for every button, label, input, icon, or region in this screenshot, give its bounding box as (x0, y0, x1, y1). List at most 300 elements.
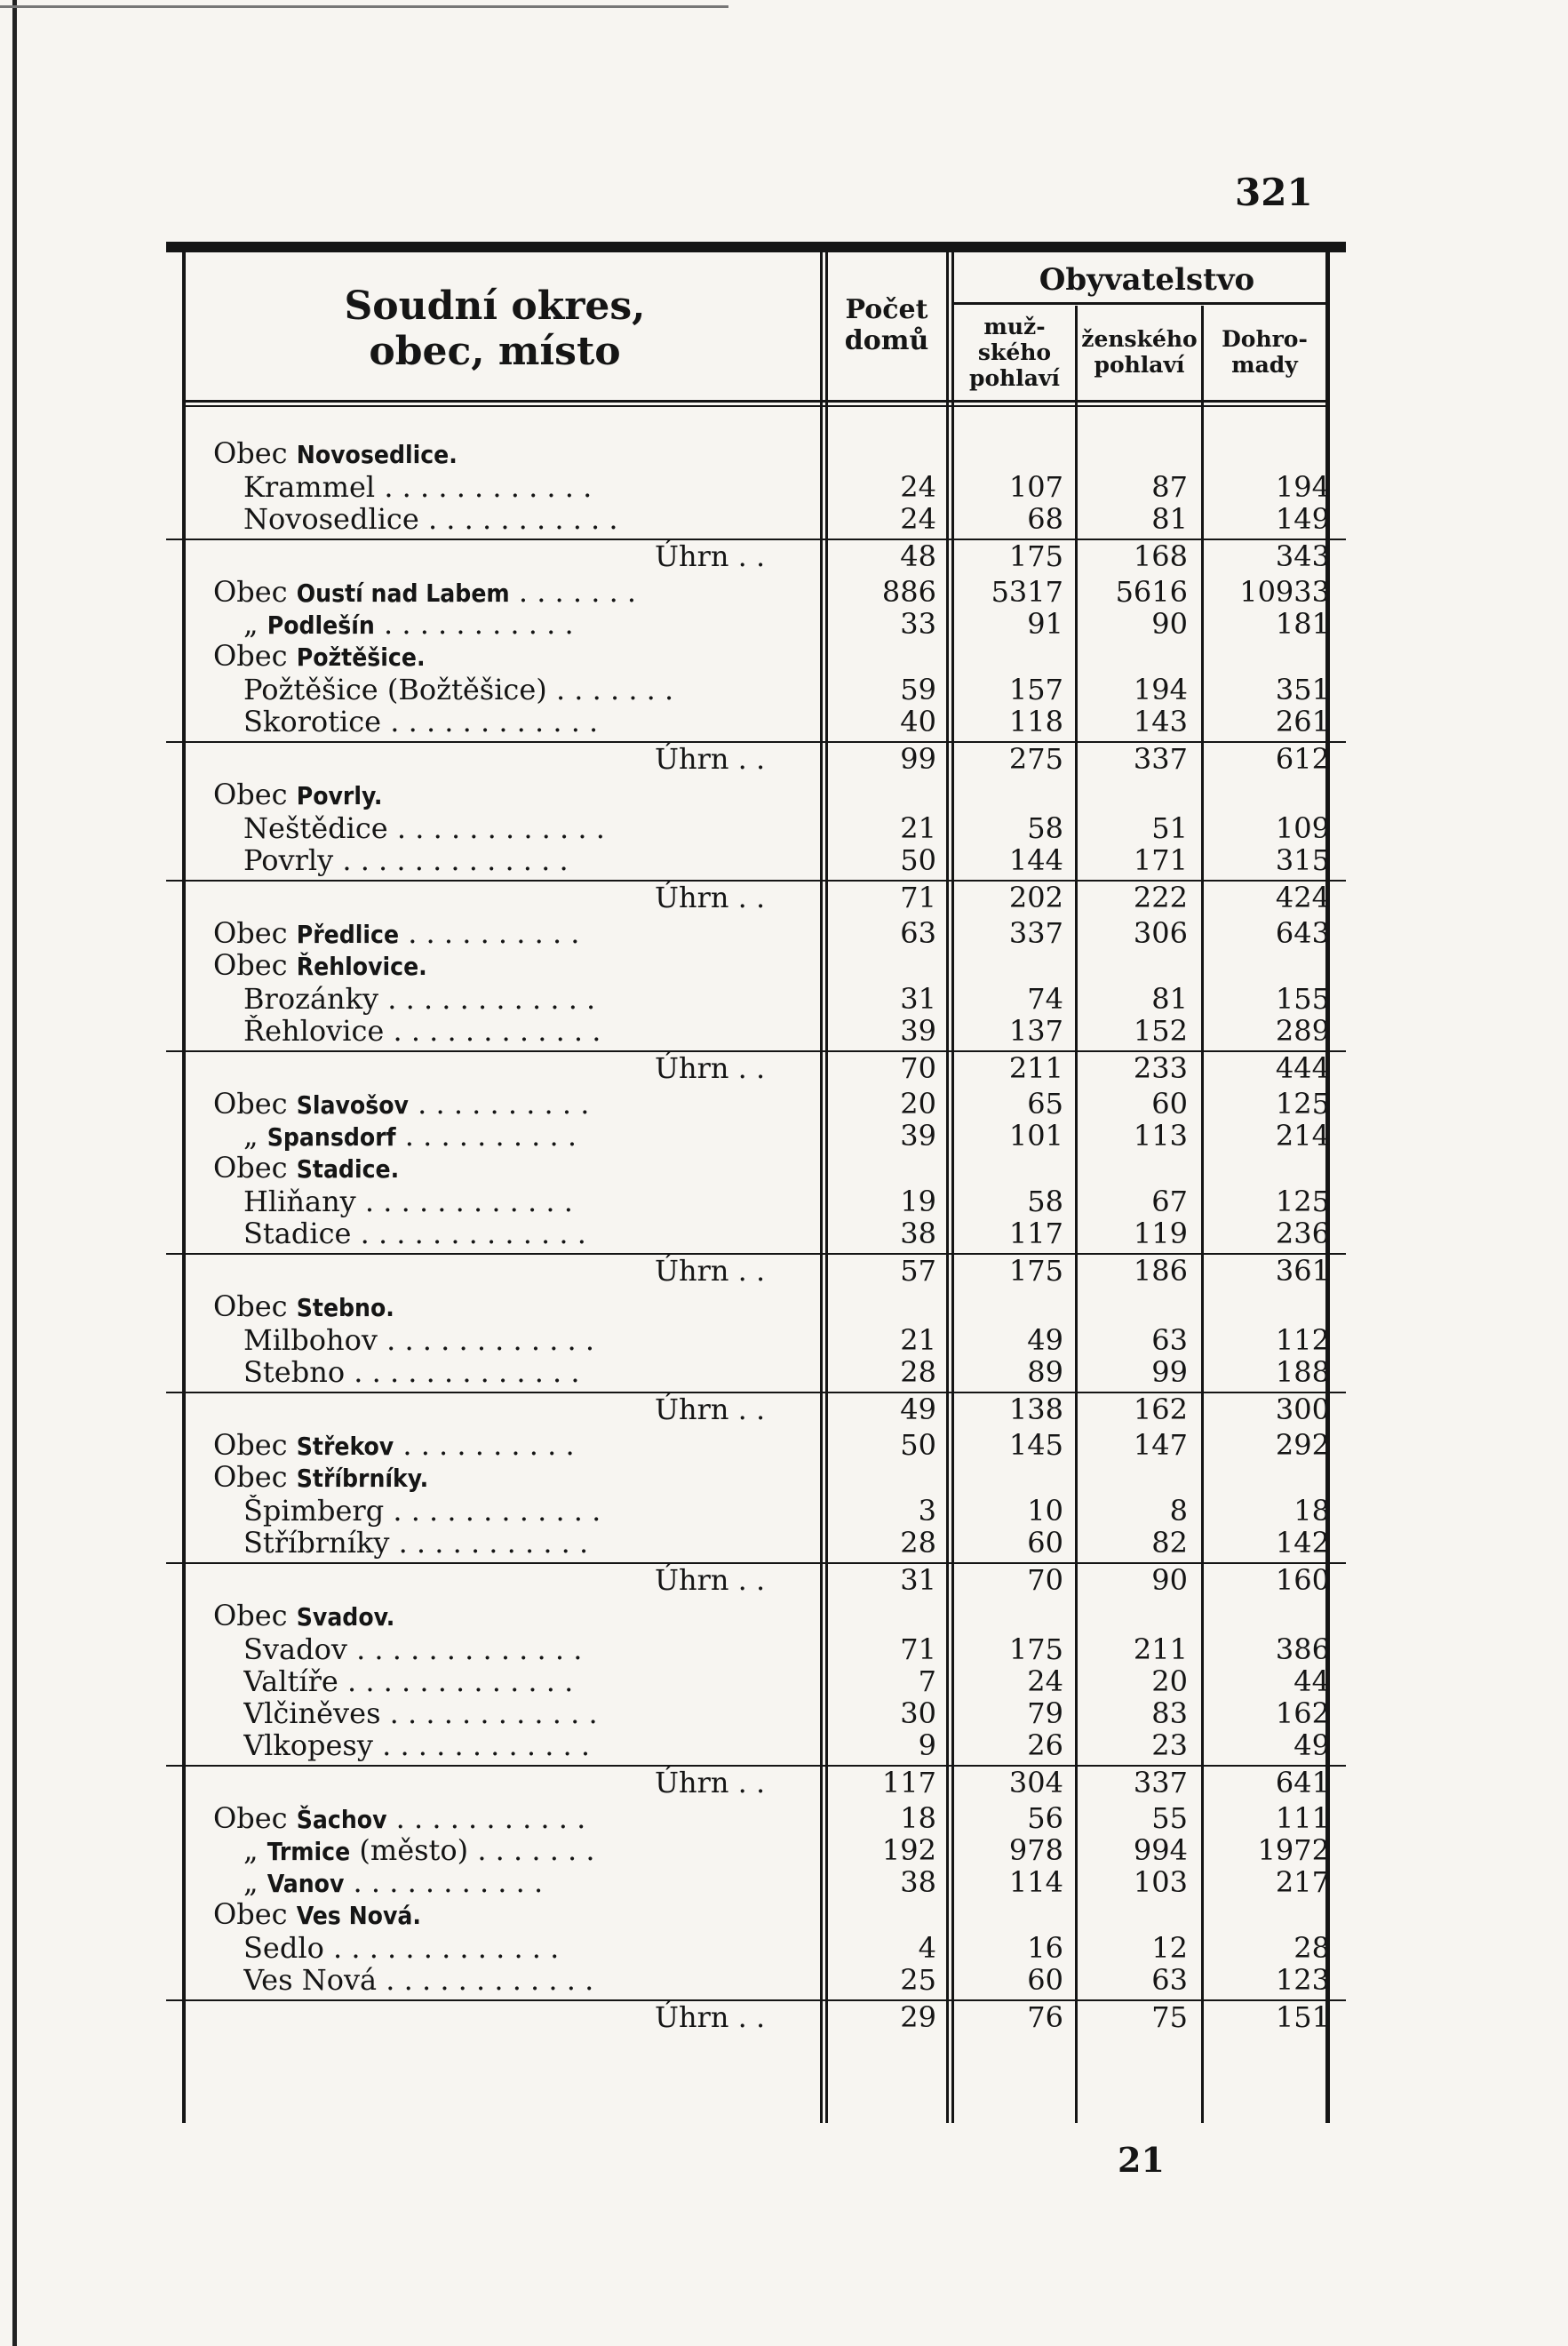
cell-pocet-domu: 33 (900, 607, 936, 641)
cell-pocet-domu: 63 (900, 916, 936, 950)
row-name: Vlčiněves . . . . . . . . . . . . (243, 1697, 598, 1729)
row-suffix: . . . . . . . . . . (394, 1429, 575, 1462)
header-soudni-okres (166, 284, 824, 374)
row-suffix: . . . . . . . (509, 576, 637, 609)
row-label (243, 1834, 856, 1868)
table-row (166, 1802, 1346, 1834)
row-name: Vlkopesy . . . . . . . . . . . . (243, 1729, 591, 1761)
cell-pocet-domu: 59 (900, 673, 936, 706)
cell-zenskeho: 20 (1151, 1664, 1188, 1698)
cell-dohromady: 292 (1275, 1428, 1330, 1462)
row-label (243, 1633, 856, 1665)
cell-dohromady: 1972 (1257, 1833, 1330, 1867)
cell-pocet-domu: 24 (900, 502, 936, 536)
cell-zenskeho: 171 (1133, 843, 1188, 877)
cell-pocet-domu: 49 (900, 1392, 936, 1426)
row-name: Stebno. (296, 1293, 394, 1322)
table-sum-row (166, 1392, 1346, 1425)
row-prefix: „ (243, 1120, 267, 1153)
cell-dohromady: 125 (1275, 1087, 1330, 1121)
table-row (166, 1217, 1346, 1249)
row-label (213, 1802, 826, 1836)
header-bottom-rule-2 (182, 405, 1330, 407)
row-suffix: . . . . . . . . . . . (344, 1866, 544, 1899)
cell-zenskeho: 147 (1133, 1428, 1188, 1462)
cell-pocet-domu: 31 (900, 982, 936, 1016)
cell-zenskeho: 5616 (1115, 575, 1188, 609)
cell-zenskeho: 87 (1151, 470, 1188, 504)
row-label (243, 1120, 856, 1153)
table-sum-row (166, 539, 1346, 572)
cell-zenskeho: 143 (1133, 705, 1188, 738)
cell-muzskeho: 175 (1008, 539, 1063, 573)
table-sum-row (166, 1253, 1346, 1287)
row-label (243, 1217, 856, 1249)
table-row (166, 1152, 1346, 1184)
table-row (166, 1120, 1346, 1152)
cell-dohromady: 18 (1293, 1494, 1330, 1528)
row-label (243, 1495, 856, 1527)
cell-dohromady: 217 (1275, 1865, 1330, 1899)
row-name: Úhrn . . (655, 1052, 766, 1084)
header-m-line1: muž- (983, 314, 1046, 339)
row-label (243, 503, 856, 535)
row-suffix: . . . . . . . . . . . (386, 1802, 586, 1835)
cell-dohromady: 424 (1275, 881, 1330, 914)
table-row (166, 917, 1346, 949)
cell-zenskeho: 186 (1133, 1254, 1188, 1288)
row-name: Špimberg . . . . . . . . . . . . (243, 1495, 601, 1527)
row-label (243, 1729, 856, 1761)
table-row (166, 844, 1346, 876)
cell-dohromady: 49 (1293, 1728, 1330, 1762)
table-row (166, 1290, 1346, 1322)
row-prefix: Obec (213, 917, 297, 950)
row-name: Oustí nad Labem (296, 579, 510, 608)
cell-muzskeho: 70 (1027, 1563, 1063, 1597)
row-prefix: Obec (213, 1429, 297, 1462)
cell-dohromady: 28 (1293, 1931, 1330, 1965)
row-label (213, 437, 826, 471)
row-prefix: Obec (213, 778, 297, 811)
cell-muzskeho: 304 (1008, 1766, 1063, 1799)
cell-dohromady: 612 (1275, 742, 1330, 776)
row-name: Trmice (267, 1837, 351, 1866)
cell-pocet-domu: 38 (900, 1217, 936, 1250)
header-zenskeho (1078, 327, 1201, 379)
row-name: Požtěšice (Božtěšice) . . . . . . . (243, 674, 674, 706)
cell-zenskeho: 337 (1133, 1766, 1188, 1799)
cell-muzskeho: 58 (1027, 1185, 1063, 1218)
cell-muzskeho: 65 (1027, 1087, 1063, 1121)
cell-pocet-domu: 28 (900, 1526, 936, 1560)
cell-muzskeho: 68 (1027, 502, 1063, 536)
cell-zenskeho: 63 (1151, 1963, 1188, 1997)
cell-pocet-domu: 19 (900, 1185, 936, 1218)
row-name: Novosedlice. (296, 440, 458, 469)
cell-zenskeho: 162 (1133, 1392, 1188, 1426)
cell-dohromady: 181 (1275, 607, 1330, 641)
table-row (166, 437, 1346, 469)
cell-muzskeho: 16 (1027, 1931, 1063, 1965)
cell-dohromady: 351 (1275, 673, 1330, 706)
cell-pocet-domu: 70 (900, 1051, 936, 1085)
table-row (166, 1356, 1346, 1388)
cell-muzskeho: 91 (1027, 607, 1063, 641)
table-top-rule (166, 242, 1346, 252)
row-name: Úhrn . . (655, 1255, 766, 1287)
row-name: Řehlovice . . . . . . . . . . . . (243, 1015, 601, 1047)
header-m-line3: pohlaví (968, 364, 1061, 391)
cell-zenskeho: 75 (1151, 2000, 1188, 2034)
row-label (243, 1356, 856, 1388)
cell-pocet-domu: 50 (900, 843, 936, 877)
header-obyvatelstvo: Obyvatelstvo (1039, 262, 1255, 298)
row-label (243, 983, 856, 1015)
cell-dohromady: 315 (1275, 843, 1330, 877)
row-label (243, 706, 856, 738)
cell-muzskeho: 114 (1008, 1865, 1063, 1899)
cell-dohromady: 188 (1275, 1355, 1330, 1389)
cell-muzskeho: 144 (1008, 843, 1063, 877)
table-row (166, 706, 1346, 738)
table-row (166, 1527, 1346, 1559)
row-label (213, 576, 826, 610)
table-sum-row (166, 1562, 1346, 1596)
row-name: Krammel . . . . . . . . . . . . (243, 471, 593, 503)
cell-zenskeho: 81 (1151, 982, 1188, 1016)
row-name: Úhrn . . (655, 2001, 766, 2033)
cell-dohromady: 641 (1275, 1766, 1330, 1799)
table-sum-row (166, 1999, 1346, 2033)
row-label (213, 1898, 826, 1932)
cell-zenskeho: 306 (1133, 916, 1188, 950)
row-name: Úhrn . . (655, 1767, 766, 1799)
table-row (166, 812, 1346, 844)
row-label (243, 1932, 856, 1964)
row-label (243, 471, 856, 503)
header-dohromady (1204, 327, 1325, 379)
cell-pocet-domu: 48 (900, 539, 936, 573)
row-name: Novosedlice . . . . . . . . . . . (243, 503, 618, 535)
table-row (166, 949, 1346, 981)
header-soudni-okres-line1: Soudní okres, (344, 283, 646, 329)
row-label (213, 1152, 826, 1185)
table-row (166, 983, 1346, 1015)
header-z-line1: ženského (1081, 326, 1198, 352)
row-label (213, 917, 826, 951)
cell-pocet-domu: 25 (900, 1963, 936, 1997)
row-name: Stříbrníky. (296, 1464, 429, 1493)
table-row (166, 1600, 1346, 1632)
cell-zenskeho: 8 (1169, 1494, 1188, 1528)
cell-pocet-domu: 50 (900, 1428, 936, 1462)
cell-muzskeho: 74 (1027, 982, 1063, 1016)
header-d-line1: Dohro- (1222, 326, 1308, 352)
row-suffix: . . . . . . . . . . (408, 1088, 590, 1121)
cell-pocet-domu: 39 (900, 1119, 936, 1153)
cell-zenskeho: 67 (1151, 1185, 1188, 1218)
cell-pocet-domu: 886 (881, 575, 936, 609)
cell-muzskeho: 175 (1008, 1632, 1063, 1666)
cell-zenskeho: 99 (1151, 1355, 1188, 1389)
table-row (166, 1697, 1346, 1729)
cell-muzskeho: 202 (1008, 881, 1063, 914)
row-name: Stadice. (296, 1154, 400, 1184)
cell-muzskeho: 337 (1008, 916, 1063, 950)
table-row (166, 471, 1346, 503)
cell-zenskeho: 60 (1151, 1087, 1188, 1121)
table-row (166, 576, 1346, 608)
row-label (213, 1290, 826, 1324)
cell-muzskeho: 101 (1008, 1119, 1063, 1153)
cell-dohromady: 261 (1275, 705, 1330, 738)
row-label (213, 1600, 826, 1633)
table-row (166, 1088, 1346, 1120)
row-name: Řehlovice. (296, 952, 427, 981)
header-m-line2: ského (977, 339, 1052, 365)
row-label (213, 949, 826, 983)
cell-zenskeho: 55 (1151, 1801, 1188, 1835)
cell-dohromady: 44 (1293, 1664, 1330, 1698)
row-name: Úhrn . . (655, 1393, 766, 1425)
cell-zenskeho: 233 (1133, 1051, 1188, 1085)
cell-dohromady: 10933 (1239, 575, 1330, 609)
cell-pocet-domu: 30 (900, 1696, 936, 1730)
cell-pocet-domu: 99 (900, 742, 936, 776)
row-name: Úhrn . . (655, 540, 766, 572)
table-row (166, 1324, 1346, 1356)
row-name: Ves Nová . . . . . . . . . . . . (243, 1964, 594, 1996)
row-prefix: Obec (213, 1152, 297, 1185)
cell-muzskeho: 60 (1027, 1526, 1063, 1560)
cell-zenskeho: 168 (1133, 539, 1188, 573)
table-row (166, 1495, 1346, 1527)
row-name: Požtěšice. (296, 642, 426, 672)
cell-pocet-domu: 57 (900, 1254, 936, 1288)
cell-dohromady: 151 (1275, 2000, 1330, 2034)
row-label (243, 1964, 856, 1996)
row-label (213, 1461, 826, 1495)
table-row (166, 1461, 1346, 1493)
cell-muzskeho: 56 (1027, 1801, 1063, 1835)
table-row (166, 1185, 1346, 1217)
row-name: Úhrn . . (655, 743, 766, 775)
cell-muzskeho: 76 (1027, 2000, 1063, 2034)
cell-muzskeho: 118 (1008, 705, 1063, 738)
row-name: Úhrn . . (655, 1564, 766, 1596)
page-number: 321 (1235, 171, 1313, 214)
cell-muzskeho: 157 (1008, 673, 1063, 706)
header-bottom-rule (182, 400, 1330, 403)
row-name: Brozánky . . . . . . . . . . . . (243, 983, 596, 1015)
row-name: Valtíře . . . . . . . . . . . . . (243, 1665, 574, 1697)
row-label (213, 1088, 826, 1121)
row-prefix: „ (243, 1866, 267, 1899)
table-sum-row (166, 1050, 1346, 1084)
row-name: Svadov . . . . . . . . . . . . . (243, 1633, 583, 1665)
row-name: Úhrn . . (655, 882, 766, 914)
cell-muzskeho: 49 (1027, 1323, 1063, 1357)
cell-pocet-domu: 38 (900, 1865, 936, 1899)
cell-muzskeho: 60 (1027, 1963, 1063, 1997)
row-label (243, 608, 856, 642)
row-label (243, 1866, 856, 1900)
row-suffix: (město) . . . . . . . (350, 1834, 595, 1867)
cell-dohromady: 162 (1275, 1696, 1330, 1730)
cell-pocet-domu: 40 (900, 705, 936, 738)
cell-muzskeho: 211 (1008, 1051, 1063, 1085)
row-prefix: „ (243, 1834, 267, 1867)
row-label (243, 674, 856, 706)
cell-zenskeho: 222 (1133, 881, 1188, 914)
cell-muzskeho: 275 (1008, 742, 1063, 776)
table-sum-row (166, 880, 1346, 914)
header-muskeho (954, 315, 1075, 391)
row-prefix: Obec (213, 1600, 297, 1632)
cell-dohromady: 289 (1275, 1014, 1330, 1048)
row-name: Sedlo . . . . . . . . . . . . . (243, 1932, 560, 1964)
cell-dohromady: 160 (1275, 1563, 1330, 1597)
row-prefix: Obec (213, 576, 297, 609)
row-label (243, 1665, 856, 1697)
row-prefix: Obec (213, 1898, 297, 1931)
population-table (166, 242, 1346, 2126)
header-d-line2: mady (1231, 351, 1298, 378)
cell-pocet-domu: 9 (918, 1728, 936, 1762)
cell-pocet-domu: 71 (900, 881, 936, 914)
row-prefix: Obec (213, 1088, 297, 1121)
row-name: Povrly . . . . . . . . . . . . . (243, 844, 569, 876)
row-name: Milbohov . . . . . . . . . . . . (243, 1324, 595, 1356)
row-label (243, 812, 856, 844)
row-name: Stříbrníky . . . . . . . . . . . (243, 1527, 589, 1559)
row-label (213, 1429, 826, 1463)
table-sum-row (166, 741, 1346, 775)
cell-pocet-domu: 4 (918, 1931, 936, 1965)
cell-muzskeho: 89 (1027, 1355, 1063, 1389)
cell-muzskeho: 137 (1008, 1014, 1063, 1048)
cell-pocet-domu: 71 (900, 1632, 936, 1666)
header-z-line2: pohlaví (1094, 351, 1185, 378)
cell-muzskeho: 107 (1008, 470, 1063, 504)
row-name: Vanov (267, 1869, 345, 1898)
cell-pocet-domu: 31 (900, 1563, 936, 1597)
row-prefix: Obec (213, 1802, 297, 1835)
cell-dohromady: 444 (1275, 1051, 1330, 1085)
cell-pocet-domu: 21 (900, 811, 936, 845)
header-pocet-domu (825, 295, 948, 356)
cell-dohromady: 386 (1275, 1632, 1330, 1666)
cell-dohromady: 194 (1275, 470, 1330, 504)
cell-zenskeho: 994 (1133, 1833, 1188, 1867)
row-label (213, 778, 826, 812)
cell-muzskeho: 117 (1008, 1217, 1063, 1250)
cell-muzskeho: 175 (1008, 1254, 1063, 1288)
row-name: Stadice . . . . . . . . . . . . . (243, 1217, 586, 1249)
cell-zenskeho: 81 (1151, 502, 1188, 536)
cell-dohromady: 125 (1275, 1185, 1330, 1218)
cell-zenskeho: 23 (1151, 1728, 1188, 1762)
row-label (243, 1527, 856, 1559)
cell-dohromady: 149 (1275, 502, 1330, 536)
row-name: Ves Nová. (296, 1901, 421, 1930)
cell-zenskeho: 113 (1133, 1119, 1188, 1153)
cell-pocet-domu: 20 (900, 1087, 936, 1121)
table-row (166, 503, 1346, 535)
row-name: Stebno . . . . . . . . . . . . . (243, 1356, 580, 1388)
row-name: Slavošov (296, 1090, 409, 1120)
row-label (243, 1015, 856, 1047)
table-row (166, 1429, 1346, 1461)
cell-pocet-domu: 29 (900, 2000, 936, 2034)
cell-muzskeho: 79 (1027, 1696, 1063, 1730)
table-row (166, 640, 1346, 672)
scan-top-edge (0, 5, 728, 8)
cell-pocet-domu: 28 (900, 1355, 936, 1389)
cell-zenskeho: 82 (1151, 1526, 1188, 1560)
row-prefix: Obec (213, 1461, 297, 1494)
row-label (243, 844, 856, 876)
cell-pocet-domu: 24 (900, 470, 936, 504)
cell-muzskeho: 10 (1027, 1494, 1063, 1528)
cell-dohromady: 112 (1275, 1323, 1330, 1357)
cell-zenskeho: 90 (1151, 1563, 1188, 1597)
cell-dohromady: 214 (1275, 1119, 1330, 1153)
row-prefix: Obec (213, 640, 297, 673)
cell-dohromady: 236 (1275, 1217, 1330, 1250)
cell-muzskeho: 145 (1008, 1428, 1063, 1462)
row-prefix: Obec (213, 949, 297, 982)
cell-zenskeho: 194 (1133, 673, 1188, 706)
row-label (243, 1185, 856, 1217)
cell-pocet-domu: 117 (881, 1766, 936, 1799)
row-suffix: . . . . . . . . . . . (374, 608, 574, 641)
cell-dohromady: 300 (1275, 1392, 1330, 1426)
cell-zenskeho: 12 (1151, 1931, 1188, 1965)
cell-pocet-domu: 192 (881, 1833, 936, 1867)
row-name: Skorotice . . . . . . . . . . . . (243, 706, 599, 738)
cell-pocet-domu: 18 (900, 1801, 936, 1835)
cell-zenskeho: 211 (1133, 1632, 1188, 1666)
table-row (166, 1729, 1346, 1761)
row-name: Povrly. (296, 781, 383, 810)
cell-zenskeho: 90 (1151, 607, 1188, 641)
obyvatelstvo-rule (951, 302, 1330, 305)
table-row (166, 608, 1346, 640)
cell-zenskeho: 103 (1133, 1865, 1188, 1899)
row-label (213, 640, 826, 674)
cell-zenskeho: 119 (1133, 1217, 1188, 1250)
row-prefix: Obec (213, 437, 297, 470)
table-row (166, 1964, 1346, 1996)
table-row (166, 1932, 1346, 1964)
table-row (166, 1834, 1346, 1866)
row-name: Hliňany . . . . . . . . . . . . (243, 1185, 573, 1217)
row-suffix: . . . . . . . . . . (395, 1120, 577, 1153)
cell-muzskeho: 58 (1027, 811, 1063, 845)
cell-pocet-domu: 3 (918, 1494, 936, 1528)
row-suffix: . . . . . . . . . . (399, 917, 580, 950)
cell-dohromady: 343 (1275, 539, 1330, 573)
table-row (166, 1898, 1346, 1930)
cell-zenskeho: 51 (1151, 811, 1188, 845)
cell-zenskeho: 337 (1133, 742, 1188, 776)
cell-dohromady: 123 (1275, 1963, 1330, 1997)
scan-edge (12, 0, 17, 2346)
header-soudni-okres-line2: obec, místo (369, 328, 621, 374)
row-label (243, 1324, 856, 1356)
